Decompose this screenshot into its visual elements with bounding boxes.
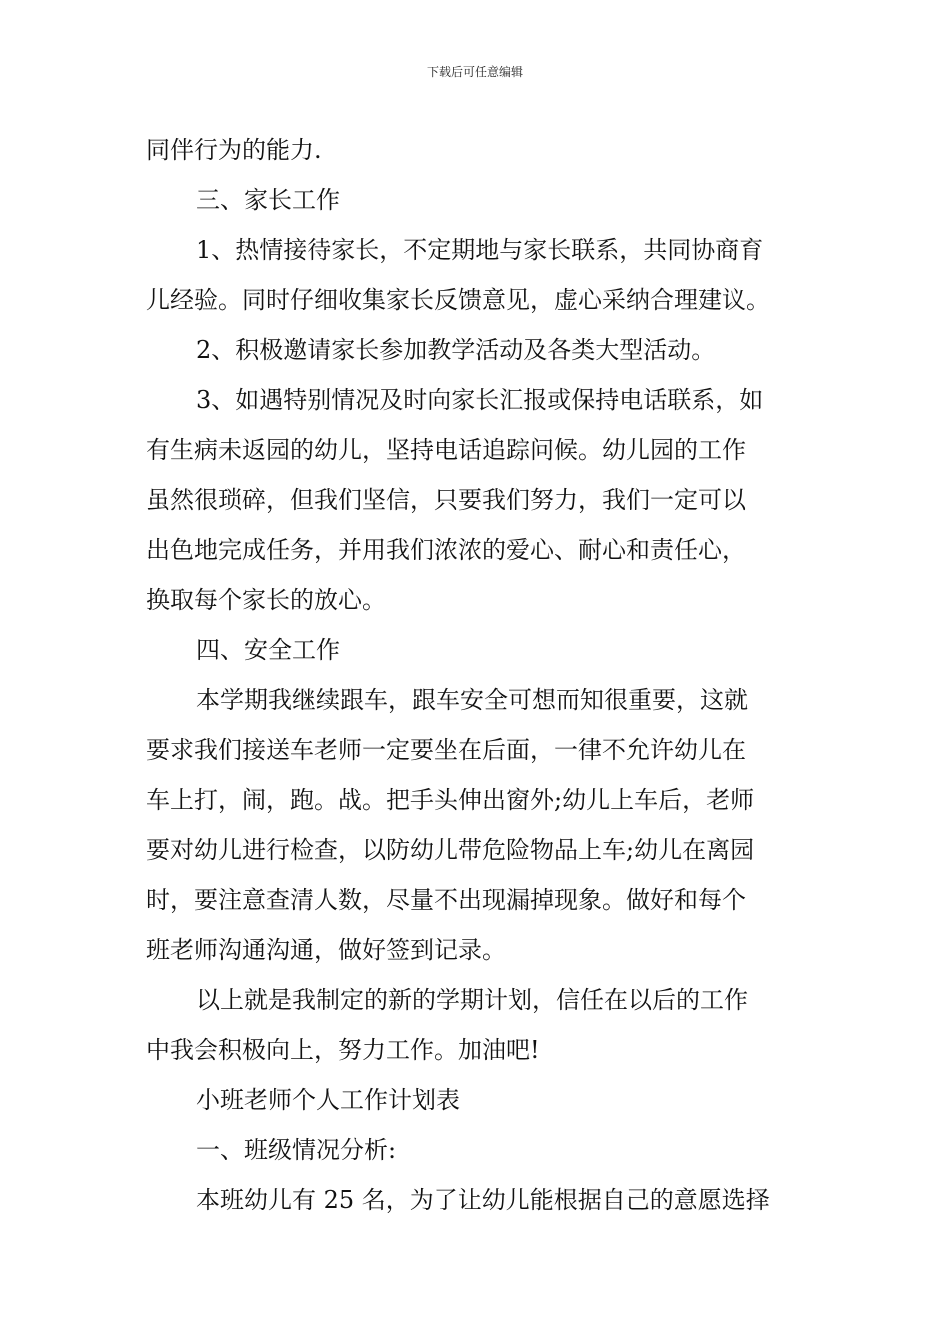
section-heading: 四、安全工作 bbox=[196, 636, 340, 664]
text-line: 换取每个家长的放心。 bbox=[146, 586, 386, 614]
text-line: 1、热情接待家长，不定期地与家长联系，共同协商育 bbox=[196, 236, 764, 264]
text-line: 车上打，闹，跑。战。把手头伸出窗外;幼儿上车后，老师 bbox=[146, 786, 755, 814]
text-line: 同伴行为的能力. bbox=[146, 136, 322, 164]
text-line: 班老师沟通沟通，做好签到记录。 bbox=[146, 936, 506, 964]
section-heading: 三、家长工作 bbox=[196, 186, 340, 214]
text-line: 要求我们接送车老师一定要坐在后面，一律不允许幼儿在 bbox=[146, 736, 746, 764]
document-body bbox=[146, 125, 812, 1225]
text-line: 中我会积极向上，努力工作。加油吧! bbox=[146, 1036, 540, 1064]
text-line: 出色地完成任务，并用我们浓浓的爱心、耐心和责任心， bbox=[146, 536, 746, 564]
page-header: 下载后可任意编辑 bbox=[426, 65, 523, 79]
text-line: 有生病未返园的幼儿，坚持电话追踪问候。幼儿园的工作 bbox=[146, 436, 746, 464]
text-line: 3、如遇特别情况及时向家长汇报或保持电话联系，如 bbox=[196, 386, 764, 414]
document-title: 小班老师个人工作计划表 bbox=[196, 1086, 460, 1114]
text-line: 本班幼儿有 25 名，为了让幼儿能根据自己的意愿选择 bbox=[196, 1186, 770, 1214]
text-line: 儿经验。同时仔细收集家长反馈意见，虚心采纳合理建议。 bbox=[146, 286, 770, 314]
text-line: 要对幼儿进行检查，以防幼儿带危险物品上车;幼儿在离园 bbox=[146, 836, 755, 864]
text-line: 2、积极邀请家长参加教学活动及各类大型活动。 bbox=[196, 336, 716, 364]
text-line: 时，要注意查清人数，尽量不出现漏掉现象。做好和每个 bbox=[146, 886, 746, 914]
text-line: 以上就是我制定的新的学期计划，信任在以后的工作 bbox=[196, 986, 748, 1014]
text-line: 本学期我继续跟车，跟车安全可想而知很重要，这就 bbox=[196, 686, 748, 714]
section-heading: 一、班级情况分析: bbox=[196, 1136, 397, 1164]
text-line: 虽然很琐碎，但我们坚信，只要我们努力，我们一定可以 bbox=[146, 486, 746, 514]
